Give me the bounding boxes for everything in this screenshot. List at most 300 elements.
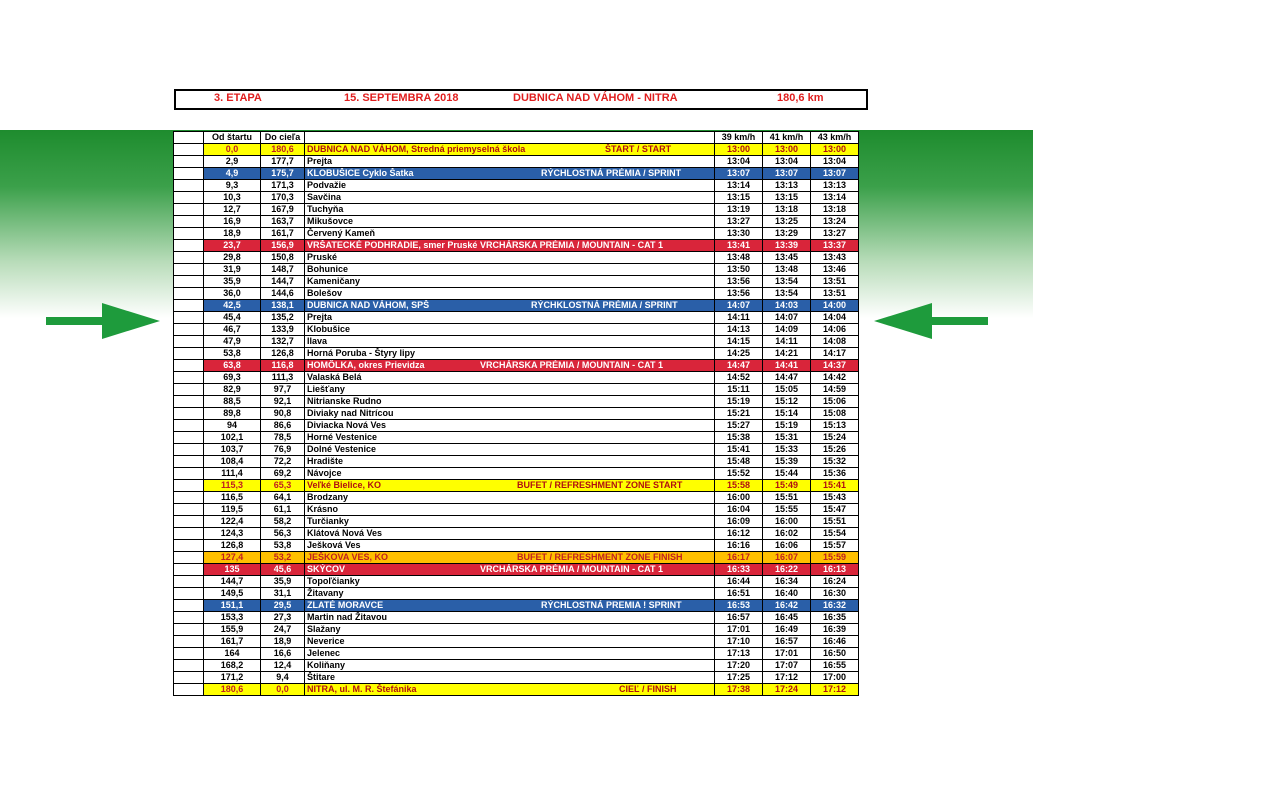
place-cell [305,672,715,684]
place-cell [305,408,715,420]
row-margin-cell [174,156,204,168]
row-margin-cell [174,588,204,600]
place-name: DUBNICA NAD VÁHOM, Stredná priemyselná škola [307,144,526,154]
table-row [174,420,859,432]
time-41kmh: 15:49 [763,480,811,492]
place-name: Topoľčianky [307,576,360,586]
place-name: Diviacka Nová Ves [307,420,387,430]
km-from-start: 18,9 [204,228,261,240]
place-name: KLOBUŠICE Cyklo Šatka [307,168,414,178]
time-43kmh: 13:43 [811,252,859,264]
km-to-finish: 144,7 [261,276,305,288]
time-39kmh: 17:38 [715,684,763,696]
place-cell [305,432,715,444]
place-name: JEŠKOVA VES, KO [307,552,389,562]
km-from-start: 115,3 [204,480,261,492]
place-cell [305,600,715,612]
row-margin-cell [174,564,204,576]
place-name: Ilava [307,336,328,346]
row-margin-cell [174,300,204,312]
km-to-finish: 18,9 [261,636,305,648]
time-41kmh: 17:07 [763,660,811,672]
km-from-start: 35,9 [204,276,261,288]
km-to-finish: 167,9 [261,204,305,216]
time-41kmh: 15:19 [763,420,811,432]
km-from-start: 135 [204,564,261,576]
place-name: Ješková Ves [307,540,361,550]
row-margin-cell [174,252,204,264]
time-43kmh: 13:00 [811,144,859,156]
table-row [174,552,859,564]
table-row [174,192,859,204]
place-cell [305,168,715,180]
stage-label: 3. ETAPA [214,92,262,104]
km-to-finish: 132,7 [261,336,305,348]
table-row [174,384,859,396]
row-margin-cell [174,528,204,540]
place-cell [305,576,715,588]
time-43kmh: 13:14 [811,192,859,204]
row-margin-cell [174,468,204,480]
time-39kmh: 15:38 [715,432,763,444]
time-41kmh: 15:55 [763,504,811,516]
row-margin-cell [174,348,204,360]
km-to-finish: 45,6 [261,564,305,576]
row-margin-cell [174,336,204,348]
time-41kmh: 15:33 [763,444,811,456]
schedule-table [173,131,859,696]
km-to-finish: 27,3 [261,612,305,624]
km-from-start: 171,2 [204,672,261,684]
col-header-to-finish: Do cieľa [261,132,305,144]
time-39kmh: 14:47 [715,360,763,372]
km-to-finish: 148,7 [261,264,305,276]
place-cell [305,396,715,408]
time-41kmh: 13:54 [763,276,811,288]
table-row [174,480,859,492]
time-41kmh: 13:07 [763,168,811,180]
row-margin-cell [174,228,204,240]
km-from-start: 29,8 [204,252,261,264]
time-41kmh: 14:07 [763,312,811,324]
time-43kmh: 15:43 [811,492,859,504]
time-43kmh: 13:51 [811,276,859,288]
place-name: Horné Vestenice [307,432,378,442]
table-row [174,348,859,360]
time-43kmh: 13:37 [811,240,859,252]
time-43kmh: 14:37 [811,360,859,372]
km-to-finish: 12,4 [261,660,305,672]
time-39kmh: 13:14 [715,180,763,192]
table-row [174,672,859,684]
place-cell [305,180,715,192]
km-from-start: 116,5 [204,492,261,504]
table-row [174,528,859,540]
km-from-start: 45,4 [204,312,261,324]
km-from-start: 94 [204,420,261,432]
km-from-start: 168,2 [204,660,261,672]
row-margin-cell [174,192,204,204]
table-row [174,624,859,636]
km-to-finish: 65,3 [261,480,305,492]
col-header-place [305,132,715,144]
row-margin-cell [174,240,204,252]
time-43kmh: 14:42 [811,372,859,384]
time-43kmh: 16:13 [811,564,859,576]
place-cell [305,564,715,576]
table-row [174,408,859,420]
place-cell [305,648,715,660]
place-name: Koliňany [307,660,346,670]
time-41kmh: 13:04 [763,156,811,168]
table-row [174,468,859,480]
row-margin-cell [174,432,204,444]
km-from-start: 36,0 [204,288,261,300]
time-41kmh: 14:03 [763,300,811,312]
time-41kmh: 15:51 [763,492,811,504]
place-cell [305,540,715,552]
km-from-start: 63,8 [204,360,261,372]
time-41kmh: 14:09 [763,324,811,336]
km-from-start: 82,9 [204,384,261,396]
km-to-finish: 126,8 [261,348,305,360]
time-39kmh: 17:01 [715,624,763,636]
row-margin-cell [174,276,204,288]
km-to-finish: 175,7 [261,168,305,180]
row-margin-cell [174,372,204,384]
km-from-start: 42,5 [204,300,261,312]
km-to-finish: 171,3 [261,180,305,192]
row-margin-cell [174,636,204,648]
time-41kmh: 14:41 [763,360,811,372]
time-39kmh: 15:52 [715,468,763,480]
row-margin-cell [174,408,204,420]
km-to-finish: 97,7 [261,384,305,396]
km-from-start: 127,4 [204,552,261,564]
km-from-start: 31,9 [204,264,261,276]
time-39kmh: 14:25 [715,348,763,360]
place-name: Bolešov [307,288,343,298]
place-cell [305,384,715,396]
row-margin-cell [174,612,204,624]
table-row [174,396,859,408]
table-row [174,312,859,324]
place-cell [305,192,715,204]
km-to-finish: 111,3 [261,372,305,384]
km-from-start: 119,5 [204,504,261,516]
place-cell [305,516,715,528]
time-41kmh: 15:12 [763,396,811,408]
place-cell [305,468,715,480]
table-row [174,336,859,348]
place-cell [305,420,715,432]
km-to-finish: 92,1 [261,396,305,408]
km-from-start: 151,1 [204,600,261,612]
time-39kmh: 15:48 [715,456,763,468]
km-to-finish: 86,6 [261,420,305,432]
km-from-start: 108,4 [204,456,261,468]
time-43kmh: 13:51 [811,288,859,300]
place-cell [305,480,715,492]
place-name: Horná Poruba - Štyry lipy [307,348,416,358]
row-margin-cell [174,516,204,528]
col-header-43kmh: 43 km/h [811,132,859,144]
time-39kmh: 16:17 [715,552,763,564]
time-41kmh: 16:42 [763,600,811,612]
table-row [174,660,859,672]
km-to-finish: 138,1 [261,300,305,312]
km-to-finish: 53,2 [261,552,305,564]
km-to-finish: 29,5 [261,600,305,612]
km-to-finish: 78,5 [261,432,305,444]
row-margin-cell [174,264,204,276]
km-to-finish: 9,4 [261,672,305,684]
time-41kmh: 14:21 [763,348,811,360]
time-43kmh: 13:24 [811,216,859,228]
col-header-41kmh: 41 km/h [763,132,811,144]
km-to-finish: 61,1 [261,504,305,516]
place-cell [305,492,715,504]
time-39kmh: 13:56 [715,288,763,300]
km-to-finish: 16,6 [261,648,305,660]
table-row [174,240,859,252]
place-name: Liešťany [307,384,345,394]
place-cell [305,204,715,216]
place-name: HOMÔLKA, okres Prievidza [307,360,425,370]
table-row [174,300,859,312]
time-41kmh: 15:05 [763,384,811,396]
place-name: SKÝCOV [307,564,346,574]
place-name: Diviaky nad Nitrícou [307,408,394,418]
km-from-start: 23,7 [204,240,261,252]
km-from-start: 4,9 [204,168,261,180]
time-39kmh: 16:12 [715,528,763,540]
km-from-start: 46,7 [204,324,261,336]
row-margin-cell [174,552,204,564]
place-name: VRŠATECKÉ PODHRADIE, smer Pruské [307,240,478,250]
place-cell [305,240,715,252]
place-cell [305,588,715,600]
place-name: DUBNICA NAD VÁHOM, SPŠ [307,300,430,310]
stage-route: DUBNICA NAD VÁHOM - NITRA [513,92,678,104]
place-name: Kameničany [307,276,361,286]
row-margin-cell [174,144,204,156]
table-row [174,600,859,612]
time-41kmh: 16:06 [763,540,811,552]
time-43kmh: 15:51 [811,516,859,528]
km-from-start: 149,5 [204,588,261,600]
km-from-start: 126,8 [204,540,261,552]
place-cell [305,528,715,540]
table-row [174,144,859,156]
km-to-finish: 161,7 [261,228,305,240]
time-39kmh: 16:44 [715,576,763,588]
arrow-left-icon [874,303,988,339]
table-row [174,492,859,504]
time-41kmh: 13:39 [763,240,811,252]
time-41kmh: 15:14 [763,408,811,420]
time-39kmh: 16:16 [715,540,763,552]
time-41kmh: 17:12 [763,672,811,684]
row-margin-cell [174,216,204,228]
place-cell [305,156,715,168]
km-to-finish: 76,9 [261,444,305,456]
time-43kmh: 15:24 [811,432,859,444]
table-row [174,684,859,696]
place-cell [305,276,715,288]
category-note: VRCHÁRSKA PRÉMIA / MOUNTAIN - CAT 1 [480,564,663,574]
table-row [174,372,859,384]
table-row [174,156,859,168]
table-row [174,588,859,600]
time-43kmh: 15:59 [811,552,859,564]
time-39kmh: 14:07 [715,300,763,312]
table-header-row [174,132,859,144]
row-margin-cell [174,396,204,408]
place-cell [305,312,715,324]
time-41kmh: 14:11 [763,336,811,348]
place-cell [305,504,715,516]
time-43kmh: 13:13 [811,180,859,192]
km-from-start: 10,3 [204,192,261,204]
time-43kmh: 16:50 [811,648,859,660]
time-41kmh: 13:54 [763,288,811,300]
time-39kmh: 17:20 [715,660,763,672]
time-43kmh: 16:24 [811,576,859,588]
time-43kmh: 13:04 [811,156,859,168]
arrow-right-icon [46,303,160,339]
table-row [174,252,859,264]
table-row [174,576,859,588]
time-43kmh: 15:41 [811,480,859,492]
place-name: Nitrianske Rudno [307,396,382,406]
row-margin-cell [174,444,204,456]
time-43kmh: 14:04 [811,312,859,324]
time-43kmh: 14:08 [811,336,859,348]
place-cell [305,456,715,468]
row-margin-cell [174,288,204,300]
km-to-finish: 69,2 [261,468,305,480]
time-39kmh: 13:50 [715,264,763,276]
place-name: Valaská Belá [307,372,362,382]
table-row [174,516,859,528]
time-43kmh: 14:17 [811,348,859,360]
table-row [174,360,859,372]
row-margin-cell [174,624,204,636]
place-cell [305,636,715,648]
km-from-start: 0,0 [204,144,261,156]
category-note: RÝCHKLOSTNÁ PRÉMIA / SPRINT [531,300,678,310]
time-41kmh: 15:31 [763,432,811,444]
place-name: Mikušovce [307,216,354,226]
table-row [174,228,859,240]
time-41kmh: 17:01 [763,648,811,660]
km-to-finish: 35,9 [261,576,305,588]
time-39kmh: 13:48 [715,252,763,264]
time-39kmh: 13:19 [715,204,763,216]
table-row [174,444,859,456]
time-39kmh: 16:33 [715,564,763,576]
km-to-finish: 0,0 [261,684,305,696]
km-from-start: 180,6 [204,684,261,696]
place-cell [305,624,715,636]
time-39kmh: 15:19 [715,396,763,408]
row-margin-cell [174,360,204,372]
km-from-start: 161,7 [204,636,261,648]
time-43kmh: 13:46 [811,264,859,276]
place-cell [305,144,715,156]
km-from-start: 69,3 [204,372,261,384]
km-from-start: 144,7 [204,576,261,588]
place-cell [305,324,715,336]
row-margin-cell [174,540,204,552]
row-margin-cell [174,576,204,588]
time-43kmh: 17:00 [811,672,859,684]
time-43kmh: 16:30 [811,588,859,600]
time-43kmh: 13:07 [811,168,859,180]
time-39kmh: 16:00 [715,492,763,504]
place-cell [305,612,715,624]
time-41kmh: 16:57 [763,636,811,648]
place-name: Klobušice [307,324,351,334]
time-39kmh: 13:07 [715,168,763,180]
category-note: BUFET / REFRESHMENT ZONE FINISH [517,552,683,562]
row-margin-cell [174,660,204,672]
table-row [174,168,859,180]
time-39kmh: 13:15 [715,192,763,204]
time-41kmh: 13:00 [763,144,811,156]
km-to-finish: 56,3 [261,528,305,540]
km-from-start: 47,9 [204,336,261,348]
col-header-39kmh: 39 km/h [715,132,763,144]
row-margin-cell [174,492,204,504]
place-name: Návojce [307,468,342,478]
time-41kmh: 13:29 [763,228,811,240]
time-39kmh: 15:11 [715,384,763,396]
time-41kmh: 15:44 [763,468,811,480]
place-name: Dolné Vestenice [307,444,377,454]
table-row [174,204,859,216]
time-41kmh: 13:18 [763,204,811,216]
table-row [174,612,859,624]
time-39kmh: 13:30 [715,228,763,240]
km-to-finish: 72,2 [261,456,305,468]
col-header-from-start: Od štartu [204,132,261,144]
time-43kmh: 15:06 [811,396,859,408]
km-to-finish: 135,2 [261,312,305,324]
category-note: VRCHÁRSKA PRÉMIA / MOUNTAIN - CAT 1 [480,240,663,250]
row-margin-cell [174,684,204,696]
place-cell [305,288,715,300]
place-cell [305,348,715,360]
time-43kmh: 15:08 [811,408,859,420]
place-cell [305,684,715,696]
time-41kmh: 16:34 [763,576,811,588]
km-to-finish: 156,9 [261,240,305,252]
time-41kmh: 16:07 [763,552,811,564]
km-from-start: 9,3 [204,180,261,192]
place-name: NITRA, ul. M. R. Štefánika [307,684,417,694]
time-39kmh: 17:13 [715,648,763,660]
place-name: Veľké Bielice, KO [307,480,382,490]
km-to-finish: 163,7 [261,216,305,228]
place-name: Martin nad Žitavou [307,612,388,622]
km-from-start: 103,7 [204,444,261,456]
time-41kmh: 14:47 [763,372,811,384]
km-to-finish: 90,8 [261,408,305,420]
km-to-finish: 24,7 [261,624,305,636]
time-43kmh: 15:47 [811,504,859,516]
